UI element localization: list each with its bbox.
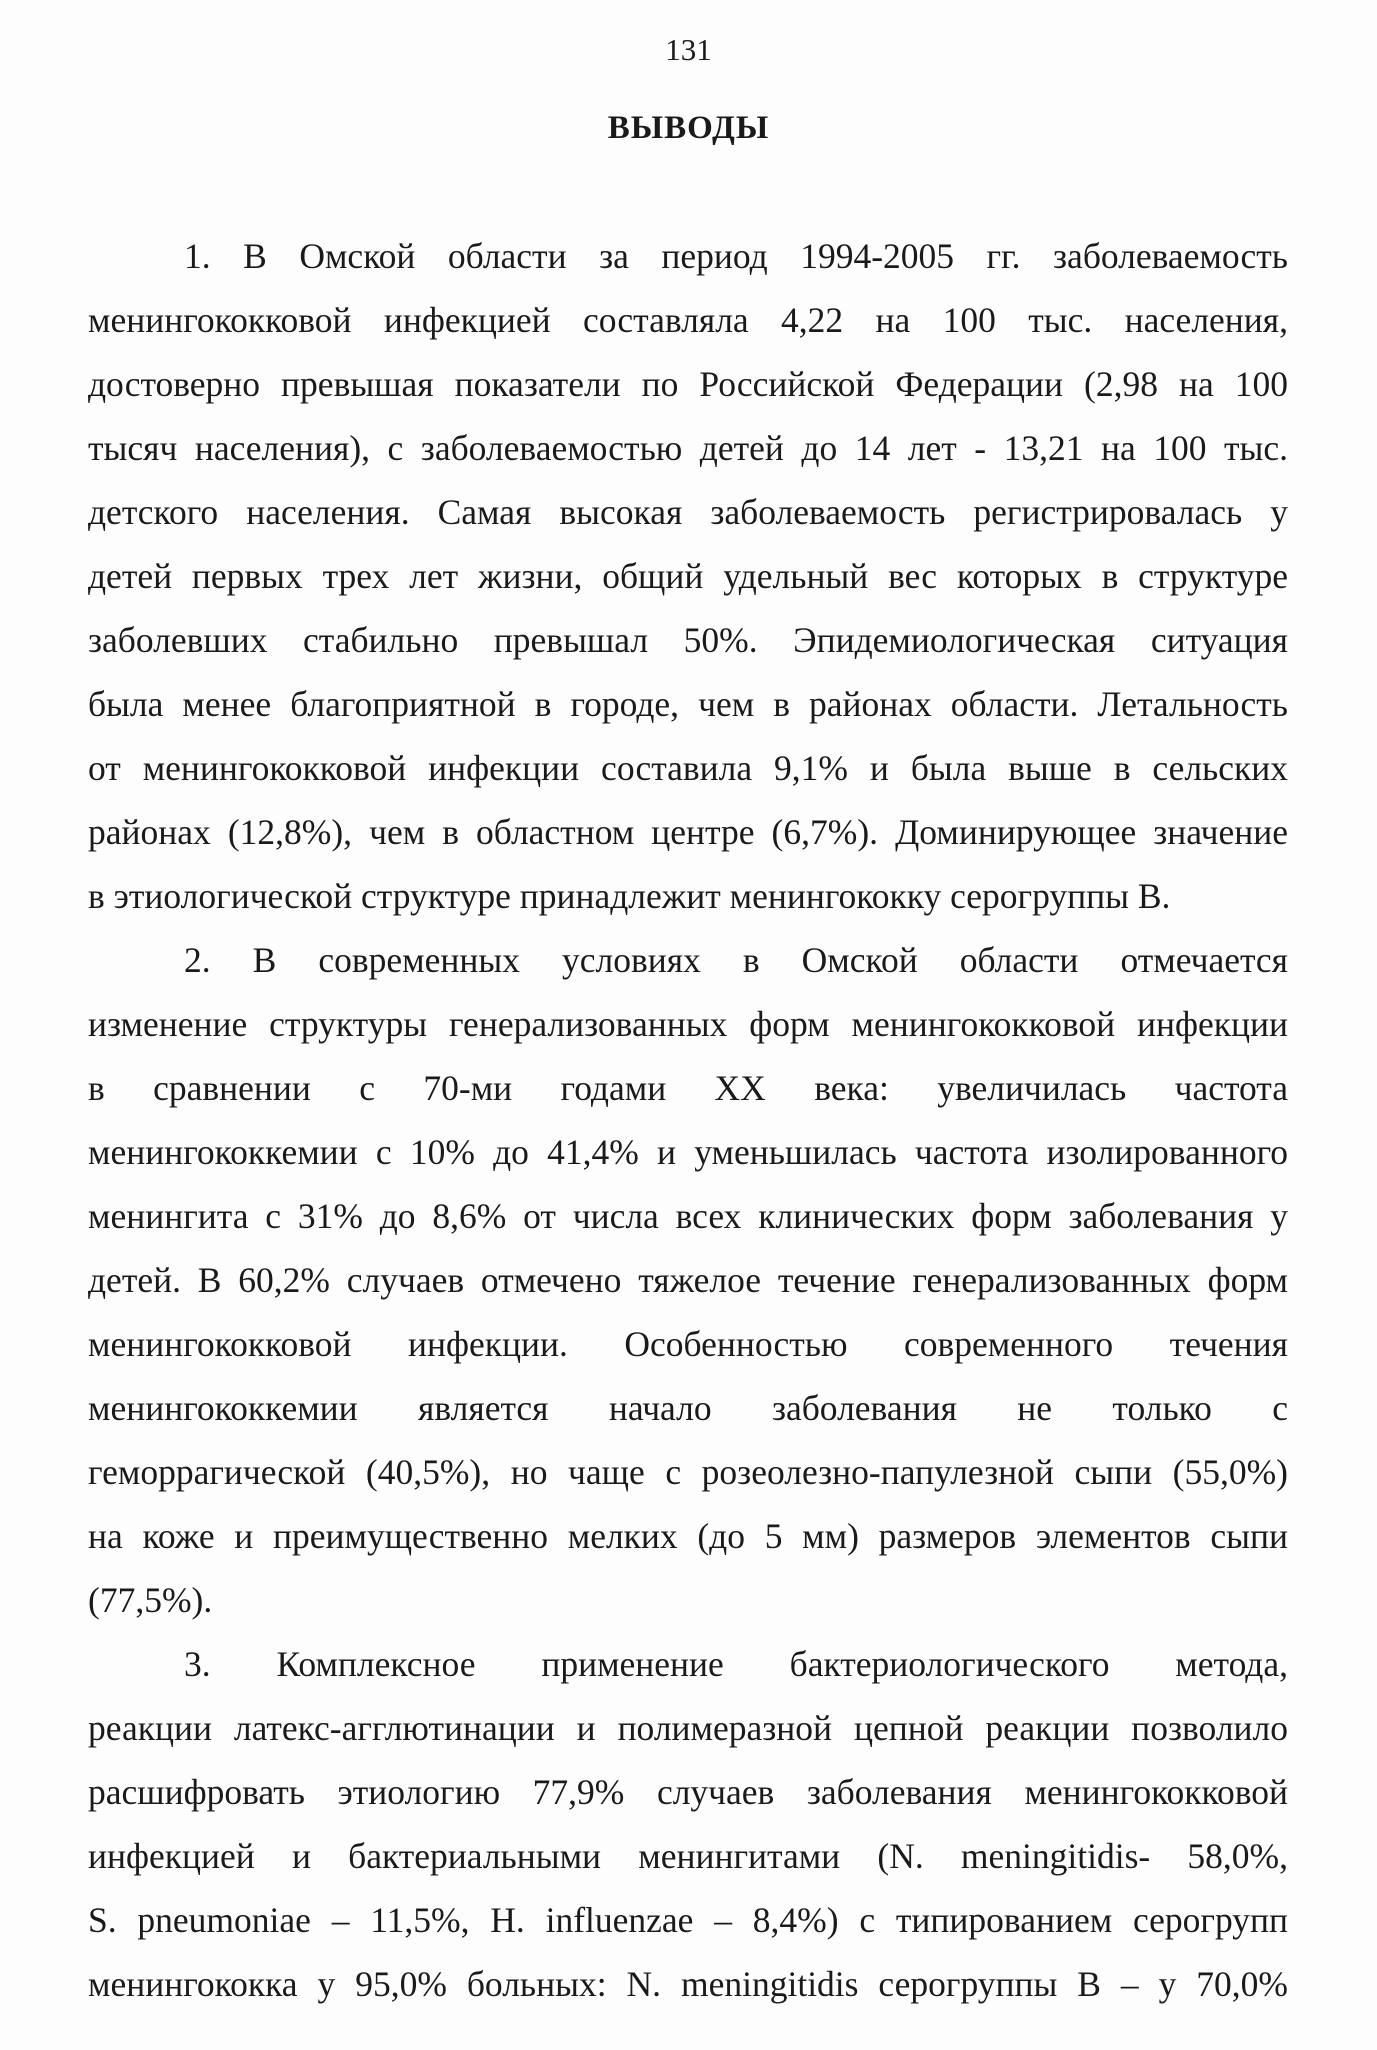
text-line: изменение структуры генерализованных форм менингококковой инфекции: [88, 1004, 1288, 1044]
text-line: менингококкемии с 10% до 41,4% и уменьшилась частота изолированного: [88, 1132, 1288, 1172]
text-line: от менингококковой инфекции составила 9,1% и была выше в сельских: [88, 748, 1288, 788]
text-line: менингококковой инфекции. Особенностью современного течения: [88, 1324, 1288, 1364]
text-line: 2. В современных условиях в Омской области отмечается: [184, 940, 1288, 980]
text-line: в сравнении с 70-ми годами XX века: увеличилась частота: [88, 1068, 1288, 1108]
text-line: детей. В 60,2% случаев отмечено тяжелое течение генерализованных форм: [88, 1260, 1288, 1300]
text-line: была менее благоприятной в городе, чем в районах области. Летальность: [88, 684, 1288, 724]
text-line: достоверно превышая показатели по Российской Федерации (2,98 на 100: [88, 364, 1288, 404]
text-line: в этиологической структуре принадлежит менингококку серогруппы В.: [88, 876, 1171, 916]
text-line: (77,5%).: [88, 1580, 213, 1620]
text-line: S. pneumoniae – 11,5%, H. influenzae – 8,4%) с типированием серогрупп: [88, 1900, 1288, 1940]
text-line: менингита с 31% до 8,6% от числа всех клинических форм заболевания у: [88, 1196, 1288, 1236]
text-line: менингококковой инфекцией составляла 4,22 на 100 тыс. населения,: [88, 300, 1288, 340]
text-line: менингококка у 95,0% больных: N. meningitidis серогруппы В – у 70,0%: [88, 1964, 1288, 2004]
text-line: 1. В Омской области за период 1994-2005 гг. заболеваемость: [184, 236, 1288, 276]
conclusions-body: [88, 224, 1288, 2016]
text-line: тысяч населения), с заболеваемостью детей до 14 лет - 13,21 на 100 тыс.: [88, 428, 1288, 468]
text-line: менингококкемии является начало заболевания не только с: [88, 1388, 1288, 1428]
page-title: ВЫВОДЫ: [607, 110, 770, 146]
text-line: заболевших стабильно превышал 50%. Эпидемиологическая ситуация: [88, 620, 1288, 660]
text-line: геморрагической (40,5%), но чаще с розеолезно-папулезной сыпи (55,0%): [88, 1452, 1288, 1492]
page-number: 131: [665, 32, 712, 67]
text-line: районах (12,8%), чем в областном центре (6,7%). Доминирующее значение: [88, 812, 1288, 852]
text-line: реакции латекс-агглютинации и полимеразной цепной реакции позволило: [88, 1708, 1288, 1748]
text-line: инфекцией и бактериальными менингитами (N. meningitidis- 58,0%,: [88, 1836, 1288, 1876]
text-line: детского населения. Самая высокая заболеваемость регистрировалась у: [88, 492, 1288, 532]
text-line: расшифровать этиологию 77,9% случаев заболевания менингококковой: [88, 1772, 1288, 1812]
text-line: на коже и преимущественно мелких (до 5 мм) размеров элементов сыпи: [88, 1516, 1288, 1556]
text-line: детей первых трех лет жизни, общий удельный вес которых в структуре: [88, 556, 1288, 596]
text-line: 3. Комплексное применение бактериологического метода,: [184, 1644, 1288, 1684]
